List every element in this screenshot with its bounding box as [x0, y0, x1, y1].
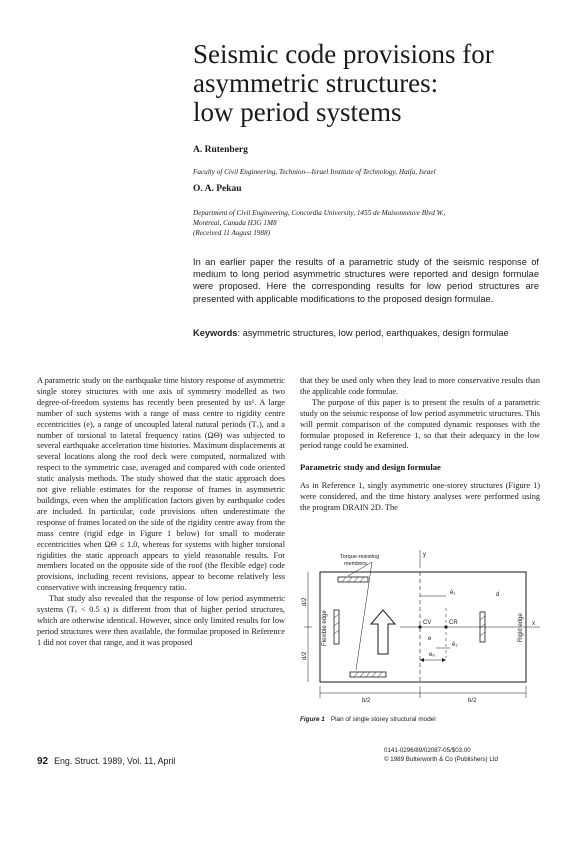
- paragraph: that they be used only when they lead to more conservative results than the applicable code formulae.: [300, 376, 540, 396]
- label-y: y: [423, 552, 426, 558]
- paragraph: A parametric study on the earthquake time history response of asymmetric single storey structures with one axis of symmetry modelled as two degree-of-freedom systems has recently been presented by us¹. A large number of such systems with a range of mass centre to rigidity centre eccentricities (e), a range of uncoupled lateral natural periods (Tₓ), and a number of torsional to lateral frequency ratios (ΩΘ) was subjected to several earthquake acceleration time histories. Maximum displacements at several locations along the roof deck were computed, normalized with respect to the symmetric case, averaged and compared with code oriented static analysis methods. The study showed that the static approach does not give reliable estimates for the response of frames in asymmetric buildings, even when the amplification factors given by earthquake codes are included. In particular, code provisions often underestimate the response of frames located on the side of the rigidity centre away from the mass centre (rigid edge in Figure 1 below) for small to moderate eccentricities when ΩΘ ≤ 1.0, whereas for systems with higher torsional rigidities the static approach appears to yield reasonable results. For members located on the opposite side of the roof (the flexible edge) code provisions, including recent revisions, appear to become relatively less conservative with increasing frequency ratio.: [37, 376, 285, 593]
- label-b-half-right: b/2: [468, 698, 477, 704]
- cv-marker: [418, 625, 421, 628]
- body-column-right: [300, 376, 540, 514]
- label-b-half-left: b/2: [362, 698, 371, 704]
- issn: 0141-0296/89/02087-05/$03.00: [384, 747, 471, 754]
- footer-right: [384, 746, 498, 764]
- label-e1: ē₁: [450, 590, 456, 596]
- label-e2: ē₂: [452, 642, 458, 648]
- label-torque: Torque-resisting: [340, 554, 380, 560]
- label-d-half-top: d/2: [302, 597, 308, 606]
- affiliation-2: [193, 208, 446, 238]
- page-number: 92: [37, 756, 49, 767]
- label-ed: eₔ: [429, 652, 435, 658]
- label-e: e: [428, 636, 432, 642]
- keywords-label: Keywords: [193, 328, 238, 338]
- paragraph: As in Reference 1, singly asymmetric one-storey structures (Figure 1) were considered, and the time history analyses were performed using the program DRAIN 2D. The: [300, 481, 540, 513]
- figure-caption-label: Figure 1: [300, 716, 325, 723]
- label-x: x: [532, 621, 535, 627]
- label-cv: CV: [423, 620, 432, 626]
- figure-1-plan-diagram: [300, 548, 545, 714]
- author-2: O. A. Pekau: [193, 184, 242, 194]
- ground-motion-arrow-icon: [371, 610, 395, 654]
- abstract: In an earlier paper the results of a parametric study of the seismic response of medium to long period asymmetric structures were reported and design formulae were proposed. Here the corresponding results for low period structures are presented with applicable modifications to the proposed design formulae.: [193, 257, 539, 304]
- journal-citation: Eng. Struct. 1989, Vol. 11, April: [54, 756, 176, 766]
- paragraph: The purpose of this paper is to present the results of a parametric study on the seismic response of low period asymmetric structures. This will permit comparison of the computed dynamic responses with the formulae proposed in Reference 1, so that their adequacy in the low period range could be examined.: [300, 397, 540, 451]
- figure-caption: [300, 716, 436, 723]
- left-member: [334, 610, 339, 644]
- label-d: d: [496, 592, 500, 598]
- figure-caption-text: Plan of single storey structural model: [330, 716, 436, 723]
- affiliation-2-line-1: Department of Civil Engineering, Concordia University, 1455 de Maisonneuve Blvd W.,: [193, 209, 446, 217]
- affiliation-2-line-2: Montreal, Canada H3G 1M8: [193, 219, 277, 227]
- title-line-2: asymmetric structures:: [193, 68, 439, 98]
- author-1: A. Rutenberg: [193, 145, 248, 155]
- label-d-half-bottom: d/2: [302, 651, 308, 660]
- label-rigid-edge: Rigid edge: [518, 613, 524, 642]
- title-line-3: low period systems: [193, 97, 402, 127]
- cr-marker: [444, 625, 447, 628]
- body-column-left: [37, 376, 285, 649]
- copyright: © 1989 Butterworth & Co (Publishers) Ltd: [384, 756, 498, 763]
- keywords: [193, 327, 539, 339]
- received-date: (Received 11 August 1988): [193, 229, 270, 237]
- label-members: members: [344, 561, 367, 567]
- label-flexible-edge: Flexible edge: [322, 610, 328, 646]
- keywords-text: : asymmetric structures, low period, earthquakes, design formulae: [237, 328, 509, 338]
- paper-title: [193, 40, 553, 127]
- page-footer: [37, 756, 175, 767]
- title-line-1: Seismic code provisions for: [193, 39, 494, 69]
- section-heading: Parametric study and design formulae: [300, 462, 441, 473]
- affiliation-1: Faculty of Civil Engineering, Technion—Israel Institute of Technology, Haifa, Israel: [193, 168, 436, 176]
- label-cr: CR: [449, 620, 458, 626]
- paragraph: That study also revealed that the response of low period asymmetric systems (Tₓ < 0.5 s) is different from that of higher period structures, which are otherwise identical. However, since only limited results for low period structures were then available, the formulae proposed in Reference 1 did not cover that range, and it was proposed: [37, 594, 285, 647]
